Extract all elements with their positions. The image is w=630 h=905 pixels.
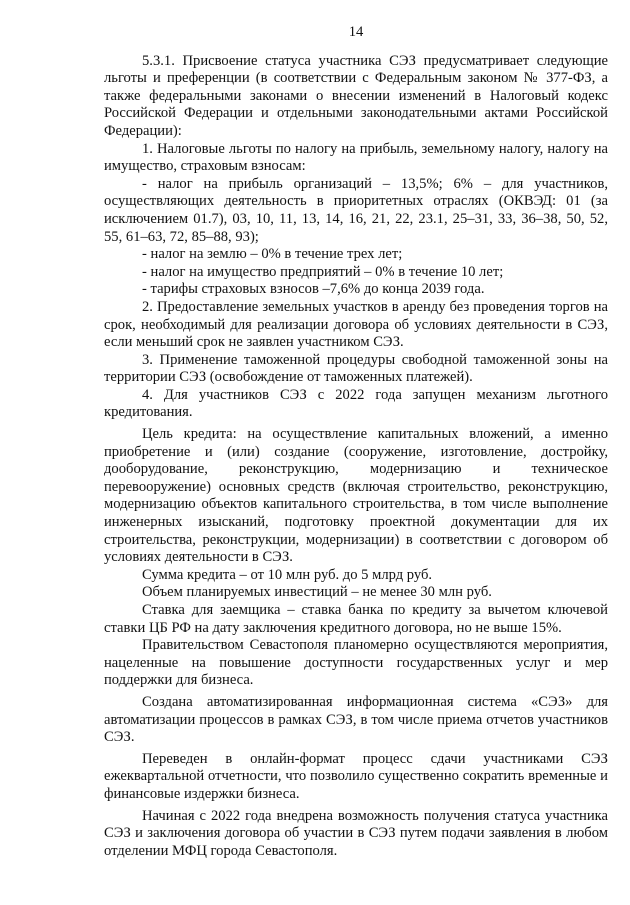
paragraph-online-reporting: Переведен в онлайн-формат процесс сдачи участниками СЭЗ ежеквартальной отчетности, что позволило существенно сократить временные и финансовые издержки бизнеса. bbox=[104, 750, 608, 802]
paragraph-government-measures: Правительством Севастополя планомерно осуществляются мероприятия, нацеленные на повышение доступности государственных услуг и мер поддержки для бизнеса. bbox=[104, 637, 608, 689]
list-item-land-tax: - налог на землю – 0% в течение трех лет; bbox=[142, 246, 403, 263]
paragraph-credit-mechanism: 4. Для участников СЭЗ с 2022 года запущен механизм льготного кредитования. bbox=[104, 386, 608, 421]
paragraph-customs-procedure: 3. Применение таможенной процедуры свободной таможенной зоны на территории СЭЗ (освобождение от таможенных платежей). bbox=[104, 351, 608, 386]
paragraph-credit-purpose: Цель кредита: на осуществление капитальных вложений, а именно приобретение и (или) создание (сооружение, изготовление, достройку, дооборудование, реконструкцию, модернизацию и техническое перевооружение) основных средств (включая строительство, реконструкцию, модернизацию объектов капитального строительства, в том числе выполнение инженерных изысканий, подготовку проектной документации для их строительства, реконструкции, модернизации) в соответствии с договором об условиях деятельности в СЭЗ. bbox=[104, 426, 608, 566]
list-item-property-tax: - налог на имущество предприятий – 0% в течение 10 лет; bbox=[142, 263, 504, 280]
page-number: 14 bbox=[348, 24, 364, 40]
paragraph-mfc-applications: Начиная с 2022 года внедрена возможность получения статуса участника СЭЗ и заключения договора об участии в СЭЗ путем подачи заявления в любом отделении МФЦ города Севастополя. bbox=[104, 807, 608, 859]
paragraph-credit-amount: Сумма кредита – от 10 млн руб. до 5 млрд руб. bbox=[142, 566, 433, 583]
paragraph-borrower-rate: Ставка для заемщика – ставка банка по кредиту за вычетом ключевой ставки ЦБ РФ на дату заключения кредитного договора, но не выше 15%. bbox=[104, 602, 608, 636]
paragraph-information-system: Создана автоматизированная информационная система «СЭЗ» для автоматизации процессов в рамках СЭЗ, в том числе приема отчетов участников СЭЗ. bbox=[104, 693, 608, 746]
list-item-profit-tax: - налог на прибыль организаций – 13,5%; 6% – для участников, осуществляющих деятельность в приоритетных отраслях (ОКВЭД: 01 (за исключением 01.7), 03, 10, 11, 13, 14, 16, 21, 22, 23.1, 25–31, 33, 36–38, 50, 52, 55, 61–63, 72, 85–88, 93); bbox=[104, 175, 608, 245]
paragraph-tax-benefits: 1. Налоговые льготы по налогу на прибыль, земельному налогу, налогу на имущество, страховым взносам: bbox=[104, 140, 608, 175]
list-item-insurance-rates: - тарифы страховых взносов –7,6% до конца 2039 года. bbox=[142, 281, 485, 298]
paragraph-investment-volume: Объем планируемых инвестиций – не менее 30 млн руб. bbox=[142, 584, 492, 601]
paragraph-land-lease: 2. Предоставление земельных участков в аренду без проведения торгов на срок, необходимый для реализации договора об условиях деятельности в СЭЗ, если меньший срок не заявлен участником СЭЗ. bbox=[104, 298, 608, 351]
paragraph-5-3-1-intro: 5.3.1. Присвоение статуса участника СЭЗ предусматривает следующие льготы и преференции (в соответствии с Федеральным законом № 377-ФЗ, а также федеральными законами о внесении изменений в Налоговый кодекс Российской Федерации и отдельными законодательными актами Российской Федерации): bbox=[104, 52, 608, 139]
